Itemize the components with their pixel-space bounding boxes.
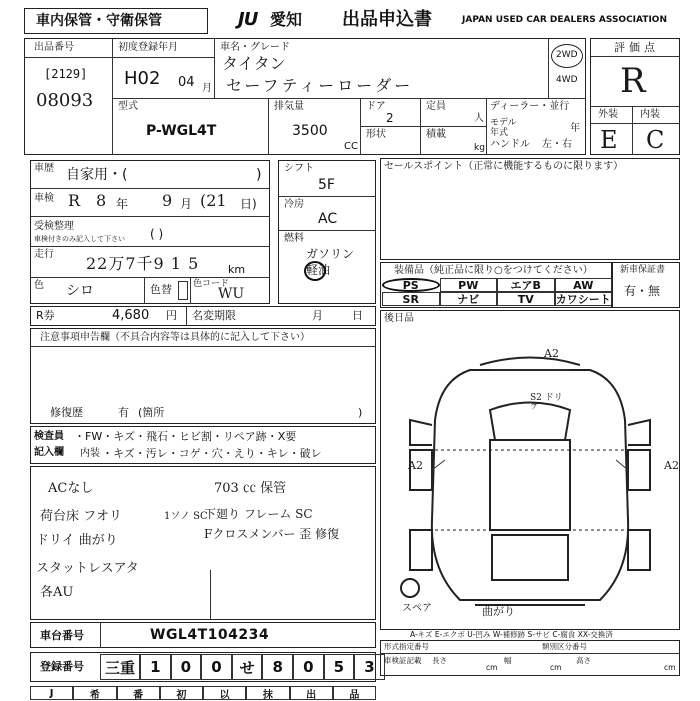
displacement-value: 3500	[292, 123, 328, 139]
inspector-label-2: 記入欄	[34, 447, 64, 458]
inspector-row1: ・FW・キズ・飛石・ヒビ割・リペア跡・X要	[74, 430, 297, 443]
rear-items-label: 後日品	[384, 313, 414, 324]
interior-grade: C	[646, 126, 665, 154]
diagram-cab	[490, 440, 570, 530]
tax-amount: 4,680	[112, 308, 150, 323]
divider	[590, 123, 680, 124]
inspector-row2-prefix: 内装	[80, 448, 100, 459]
chassis-label: 車台番号	[40, 629, 84, 642]
exterior-label: 外装	[598, 109, 618, 120]
equipment-item: PW	[440, 278, 498, 292]
displacement-label: 排気量	[274, 101, 304, 112]
width-unit: cm	[550, 663, 562, 672]
diagram-right-mirror	[628, 420, 650, 445]
repair-value: 有	[118, 406, 129, 419]
shift-label: シフト	[284, 163, 314, 174]
diagram-rear-window	[492, 535, 568, 580]
note-3: ドリイ 曲がり	[36, 533, 118, 548]
plate-char: 0	[171, 654, 202, 680]
note-9: 1ソノ SC	[164, 511, 208, 522]
registration-label: 初度登録年月	[118, 42, 178, 53]
handle-options: 左・右	[542, 139, 572, 150]
footer-cell: 初	[160, 686, 203, 700]
diagram-left-mirror	[410, 420, 432, 445]
drive-2wd: 2WD	[556, 50, 578, 60]
type-label: 型式	[118, 101, 138, 112]
transfer-month: 月	[312, 309, 323, 322]
equipment-item: TV	[497, 292, 555, 306]
repair-where: (箇所	[138, 406, 165, 419]
history-close: )	[256, 167, 262, 183]
brand-name: 愛知	[270, 10, 303, 29]
height-unit: cm	[664, 663, 676, 672]
tax-unit: 円	[166, 309, 177, 322]
registration-month-unit: 月	[202, 83, 212, 94]
inspection-day: (21	[200, 191, 227, 210]
inspector-label: 検査員	[34, 431, 64, 442]
color-code-value: WU	[218, 286, 245, 302]
sales-point-label: セールスポイント（正常に機能するものに限ります）	[384, 161, 624, 172]
length-label: 長さ	[432, 656, 447, 665]
note-4: スタットレスアタ	[36, 561, 139, 576]
model-year-unit: 年	[570, 123, 580, 134]
diagram-label-left: A2	[408, 459, 423, 472]
plate-char: 三重	[100, 654, 140, 680]
sales-point-box	[380, 158, 680, 260]
inspection-month-unit: 月	[180, 197, 193, 211]
footer-cell: J	[30, 686, 73, 700]
ac-value: AC	[318, 211, 338, 227]
form-number-label: 形式指定番号	[384, 642, 429, 651]
divider	[420, 98, 421, 155]
capacity-unit: 人	[474, 113, 484, 124]
history-value: 自家用・(	[66, 167, 128, 183]
color-label: 色	[34, 280, 44, 291]
capacity-label: 定員	[426, 101, 446, 112]
plate-char: 0	[293, 654, 324, 680]
grade-label: 評価点	[614, 41, 659, 54]
diagram-spare-tire	[401, 579, 419, 597]
diagram-label-spare: スペア	[402, 603, 432, 614]
equipment-item: エアB	[497, 278, 555, 292]
registration-era-year: H02	[124, 68, 161, 89]
shift-value: 5F	[318, 177, 335, 193]
inspector-row2: ・キズ・汚レ・コゲ・穴・えり・キレ・破レ	[102, 447, 322, 460]
vehicle-name: タイタン	[222, 54, 286, 73]
grade-score: R	[620, 61, 646, 101]
footer-cell: 以	[203, 686, 246, 700]
height-label: 高さ	[576, 656, 591, 665]
divider	[268, 98, 269, 155]
footer-cell: 抹	[246, 686, 289, 700]
footer-cell: 希	[73, 686, 116, 700]
color-swap-label: 色替	[150, 283, 172, 296]
divider	[190, 277, 191, 304]
divider	[214, 38, 215, 98]
divider	[186, 306, 187, 326]
divider	[30, 277, 270, 278]
divider	[590, 106, 680, 107]
footer-cell: 番	[117, 686, 160, 700]
note-7: 下廻り フレーム SC	[204, 507, 313, 521]
diagram-right-front-wheel	[628, 450, 650, 490]
equipment-item: ナビ	[440, 292, 498, 306]
receive-note: 車検付きのみ記入して下さい	[34, 235, 125, 243]
note-2: 荷台床 フオリ	[40, 509, 123, 524]
car-diagram	[380, 310, 680, 630]
swap-checkbox	[178, 281, 188, 300]
load-label: 積載	[426, 129, 446, 140]
note-8: Fクロスメンバー 歪 修復	[204, 527, 340, 541]
divider	[112, 98, 586, 99]
plate-char: 3	[354, 654, 385, 680]
lot-label: 出品番号	[34, 42, 74, 53]
divider	[30, 246, 270, 247]
history-label: 車歴	[34, 163, 54, 174]
load-unit: kg	[474, 143, 485, 153]
inspection-year-unit: 年	[116, 197, 129, 211]
mileage-value: 22万7千9 1 5	[86, 254, 200, 273]
association-name: JAPAN USED CAR DEALERS ASSOCIATION	[462, 15, 667, 25]
equipment-item: カワシート	[555, 293, 611, 306]
repair-close: )	[358, 406, 363, 419]
receive-paren: ( )	[150, 227, 164, 241]
transfer-day: 日	[352, 309, 363, 322]
fuel-label: 燃料	[284, 233, 304, 244]
repair-label: 修復歴	[50, 406, 83, 419]
notes-label: 注意事項申告欄（不具合内容等は具体的に記入して下さい）	[40, 332, 310, 343]
footer-cell: 品	[333, 686, 376, 700]
interior-label: 内装	[640, 109, 660, 120]
form-title: 出品申込書	[342, 9, 432, 30]
tax-label: R券	[36, 309, 55, 322]
model-code: P-WGL4T	[146, 123, 217, 139]
shape-label: 形状	[366, 129, 386, 140]
equipment-label: 装備品（純正品に限り○をつけてください）	[394, 265, 593, 276]
color-code-label: 色コード	[193, 279, 230, 289]
divider	[278, 196, 376, 197]
vehicle-grade: セーフティーローダー	[226, 76, 414, 95]
plate-char: せ	[232, 654, 263, 680]
class-number-label: 類別区分番号	[542, 642, 587, 651]
storage-label: 車内保管・守衛保管	[36, 13, 162, 29]
lot-number: 08093	[36, 90, 94, 111]
mileage-label: 走行	[34, 249, 54, 260]
fuel-alt: 軽油	[306, 263, 331, 277]
footer-cell: 出	[290, 686, 333, 700]
plate-char: 5	[324, 654, 355, 680]
registration-month: 04	[178, 75, 195, 90]
divider	[632, 106, 633, 155]
doors-label: ドア	[366, 101, 386, 112]
plate-label: 登録番号	[40, 660, 84, 673]
divider	[30, 188, 270, 189]
diagram-label-top-note: S2 ドリケ	[530, 393, 563, 412]
mileage-unit: km	[228, 263, 246, 276]
divider	[144, 277, 145, 304]
transfer-label: 名変期限	[192, 309, 236, 322]
diagram-label-bottom: 曲がり	[482, 605, 515, 618]
inspection-year: 8	[96, 191, 107, 210]
divider	[30, 346, 376, 347]
inspection-month: 9	[162, 191, 173, 210]
warranty-options: 有・無	[624, 284, 661, 298]
fuel-value: ガソリン	[306, 247, 355, 261]
inspection-label: 車検	[34, 193, 54, 204]
divider	[24, 57, 112, 58]
inspection-day-unit: 日)	[240, 197, 257, 211]
note-5: 各AU	[40, 585, 74, 600]
model-year-label: モデル年式	[490, 118, 517, 138]
divider	[100, 622, 101, 648]
diagram-label-right: A2	[664, 459, 679, 472]
divider	[380, 653, 680, 654]
dealer-label: ディーラー・並行	[490, 101, 570, 112]
doors-value: 2	[386, 111, 394, 125]
divider	[112, 57, 214, 58]
spec-label: 車検証記載	[384, 656, 422, 665]
divider	[486, 98, 487, 155]
drive-4wd: 4WD	[556, 75, 578, 85]
equipment-item: SR	[382, 292, 440, 306]
plate-char: 8	[262, 654, 293, 680]
inspection-era: R	[68, 191, 81, 210]
displacement-unit: CC	[344, 141, 358, 152]
lot-sub-number: [2129]	[44, 67, 88, 81]
plate-char: 1	[140, 654, 171, 680]
divider	[30, 216, 270, 217]
divider	[278, 230, 376, 231]
vehicle-name-label: 車名・グレード	[220, 42, 290, 53]
ac-label: 冷房	[284, 199, 304, 210]
note-1: ACなし	[48, 481, 94, 496]
ju-logo: JU	[238, 9, 258, 30]
equipment-item: AW	[555, 278, 613, 292]
divider	[112, 38, 113, 155]
divider	[590, 56, 680, 57]
plate-char: 0	[201, 654, 232, 680]
note-6: 703 ㏄ 保管	[214, 481, 287, 496]
diagram-right-rear-wheel	[628, 530, 650, 570]
length-unit: cm	[486, 663, 498, 672]
handle-label: ハンドル	[490, 139, 530, 150]
width-label: 幅	[504, 656, 512, 665]
diagram-label-top: A2	[544, 347, 559, 360]
color-value: シロ	[66, 283, 94, 299]
diagram-legend: A-キズ E-エクボ U-凹み W-補修跡 S-サビ C-腐食 XX-交換済	[410, 630, 613, 639]
diagram-left-rear-wheel	[410, 530, 432, 570]
divider	[360, 126, 486, 127]
receive-label: 受検整理	[34, 221, 74, 232]
divider	[210, 570, 211, 620]
divider	[548, 38, 549, 98]
chassis-value: WGL4T104234	[150, 627, 270, 643]
diagram-front-bumper	[480, 358, 580, 366]
exterior-grade: E	[600, 126, 618, 154]
equipment-item: PS	[382, 278, 440, 292]
warranty-label: 新車保証書	[620, 265, 666, 275]
